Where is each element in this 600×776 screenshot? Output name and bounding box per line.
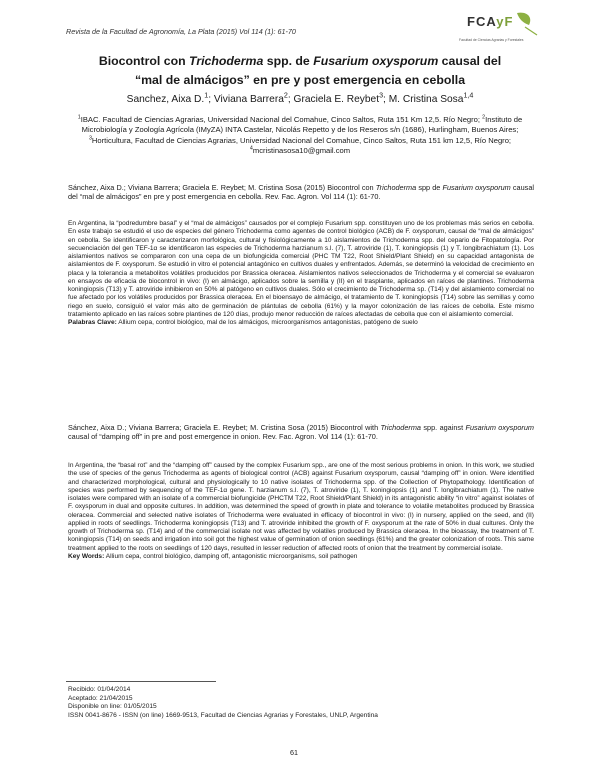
author-name: ; Graciela E. Reybet — [287, 94, 380, 105]
footer-info — [68, 686, 378, 720]
citation-text: causal del “mal de almácigos” en pre y post emergencia en cebolla. Rev. Fac. Agron. Vol 114 (1): 61-70. — [68, 183, 535, 202]
title-text: Biocontrol con — [98, 54, 190, 68]
issn-info: ISSN 0041-8676 - ISSN (on line) 1669-9513, Facultad de Ciencias Agrarias y Forestales, UNLP, Argentina — [68, 711, 378, 719]
abstract-spanish — [68, 220, 534, 327]
affiliation-text: Instituto de Microbiología y Zoología Agrícola (IMyZA) INTA Castelar, Nicolás Repetto y de los Reseros s/n (1686), Hurlingham, Buenos Aires; — [81, 115, 523, 135]
logo-subtitle: Facultad de Ciencias Agrarias y Forestales — [459, 38, 524, 42]
affiliations — [72, 115, 528, 156]
affil-mark: 2 — [482, 114, 486, 121]
title-text: causal del — [438, 54, 502, 68]
contact-email[interactable]: mcristinasosa10@gmail.com — [252, 145, 351, 155]
affil-mark: 1 — [77, 114, 81, 121]
date-online: Disponible on line: 01/05/2015 — [68, 703, 157, 711]
logo-accent: yF — [496, 14, 514, 29]
affiliation-text: IBAC. Facultad de Ciencias Agrarias, Universidad Nacional del Comahue, Cinco Saltos, Ruta 151 Km 12,5. Río Negro; — [80, 115, 483, 124]
date-accepted: Aceptado: 21/04/2015 — [68, 694, 133, 702]
author-affil-mark: 3 — [379, 91, 384, 100]
author-list — [55, 91, 545, 105]
citation-text: causal of “damping off” in pre and post emergence in onion. Rev. Fac. Agron. Vol 114 (1): 61-70. — [68, 432, 378, 442]
citation-text: Sánchez, Aixa D.; Viviana Barrera; Graciela E. Reybet; M. Cristina Sosa (2015) Biocontrol with — [68, 423, 381, 432]
title-species: Fusarium oxysporum — [313, 54, 439, 68]
keywords-text: Allium cepa, control biológico, damping off, antagonistic microorganisms, soil pathogen — [104, 552, 358, 560]
author-affil-mark: 1 — [204, 91, 209, 100]
author-affil-mark: 1,4 — [463, 91, 474, 100]
citation-text: spp de — [416, 183, 443, 192]
author-name: Sanchez, Aixa D. — [126, 94, 205, 105]
title-genus: Trichoderma — [189, 54, 264, 68]
citation-spanish — [68, 183, 534, 202]
paper-title — [55, 52, 545, 90]
abstract-body: En Argentina, la “podredumbre basal” y el “mal de almácigos” causados por el complejo Fusarium spp. constituyen uno de los problemas más serios en cebolla. En este trabajo se estudió el uso de especies del género Trichoderma como agentes de control biológico (ACB) de F. oxysporum, causal de “mal de almácigos” en cebolla. Se identificaron y caracterizaron morfológica, cultural y fisiológicamente a 10 aislamientos de Trichoderma spp. del cepario de Fitopatología. Por secuenciación del gen TEF-1α se identificaron las especies de Trichoderma harzianum s.l. (7), T. atroviride (1), T. koningiopsis (1) y T. longibrachiatum (1). Los aislamientos nativos se compararon con una cepa de un biofungicida comercial (PHC TM T22, Root Shield/Plant Shield) en su capacidad antagonista de aislamientos de F. oxysporum. Se estudió in vitro el potencial antagónico en cultivos duales y enfrentados. Además, se determinó la velocidad de crecimiento en placa y la tolerancia a metabolitos volátiles producidos por Brassica oleracea. Aislamientos nativos seleccionados de Trichoderma y el comercial se evaluaron en ensayos de eficacia de biocontrol in vivo: (I) en almácigo, aplicados sobre la semilla y (II) en el trasplante, aplicados en raíces de plantines. Trichoderma koningiopsis (T13) y T. atroviride inhibieron en 50% al patógeno en cultivos duales. Sólo el crecimiento de Trichoderma sp. (T14) y del aislamiento comercial no fue afectado por los volátiles producidos por Brassica oleracea. En el bioensayo de almácigo, el tratamiento de T. koningiopsis (T14) sobre las semillas y como riego en suelo, consiguió el valor más alto de germinación de plántulas de cebolla (61%) y la mayor colonización de las raíces de cebolla. Este mismo tratamiento aplicado en las raíces sobre plantines de 120 días, produjo menor reducción de raíces afectadas de cebolla que con el aislamiento comercial. — [68, 220, 534, 318]
title-line-1 — [55, 52, 545, 71]
citation-text: spp. against — [420, 423, 466, 432]
logo-main: FCA — [467, 14, 497, 29]
citation-text: Sánchez, Aixa D.; Viviana Barrera; Graciela E. Reybet; M. Cristina Sosa (2015) Biocontrol con — [68, 183, 376, 192]
keywords-label: Key Words: — [68, 552, 105, 560]
abstract-body: In Argentina, the “basal rot” and the “damping off” caused by the complex Fusarium spp., are one of the most serious problems in onion. In this work, we studied the use of species of the genus Trichoderma as agents of biological control (ACB) against Fusarium oxysporum, causal “damping off” in onion. Were identified and characterized morphological, cultural and physiologically to 10 native isolates of Trichoderma spp. of the Collection of Phytopathology. Identification of species was performed by sequencing of the TEF-1α gene. T. harzianum s.l. (7), T. atroviride (1), T. koningiopsis (1) and T. longibrachiatum (1). The native isolates were compared with an isolate of a commercial biofungicide (PHCTM T22, Root Shield/Plant Shield) in its antagonistic ability “in vitro” against isolates of F. oxysporum in dual and opposite cultures. In addition, was determined the speed of growth in plate and tolerance to volatile metabolites produced by Brassica oleracea. Commercial and selected native isolates of Trichoderma were evaluated in efficacy of biocontrol in vivo: (I) in nursery, applied on the seed, and (II) applied in roots of seedlings. Trichoderma koningiopsis (T13) and T. atroviride inhibited the growth of F. oxysporum at the rate of 50% in dual cultures. Only the growth of Trichoderma sp. (T14) and of the commercial isolate not was affected by volatiles produced by Brassica oleracea. In the bioassay, the treatment of T. koningiopsis (T14) on seeds and irrigation into soil got the highest value of germination of onion seedlings (61%) and the greater colonization of roots. This same treatment applied to the roots on seedlings of 120 days, resulted in lesser reduction of affected roots of onion that the treatment by commercial isolate. — [68, 462, 534, 552]
citation-genus: Trichoderma — [380, 423, 421, 432]
author-affil-mark: 2 — [283, 91, 288, 100]
date-received: Recibido: 01/04/2014 — [68, 686, 131, 693]
keywords-text: Allium cepa, control biológico, mal de los almácigos, microorganismos antagonistas, patógeno de suelo — [116, 319, 418, 326]
logo-wordmark — [467, 14, 513, 29]
author-name: ; Viviana Barrera — [208, 94, 284, 105]
journal-logo — [459, 9, 541, 52]
citation-genus: Trichoderma — [375, 183, 417, 192]
abstract-english — [68, 462, 534, 561]
affiliation-text: Horticultura, Facultad de Ciencias Agrarias, Universidad Nacional del Comahue, Cinco Saltos, Ruta 151 km 12,5, Río Negro; — [91, 135, 512, 145]
author-name: ; M. Cristina Sosa — [383, 94, 464, 105]
keywords-spanish — [68, 319, 534, 327]
title-text: spp. de — [263, 54, 314, 68]
journal-header: Revista de la Facultad de Agronomía, La Plata (2015) Vol 114 (1): 61-70 — [66, 27, 296, 36]
footer-divider — [66, 681, 216, 682]
affil-mark: 3 — [88, 135, 92, 142]
citation-species: Fusarium oxysporum — [442, 183, 511, 192]
title-line-2: “mal de almácigos” en pre y post emergencia en cebolla — [134, 73, 466, 87]
affil-mark: 4 — [249, 145, 253, 152]
page-number: 61 — [290, 748, 298, 757]
keywords-label: Palabras Clave: — [68, 319, 117, 326]
citation-species: Fusarium oxysporum — [465, 423, 534, 432]
keywords-english — [68, 553, 534, 561]
citation-english — [68, 423, 534, 442]
